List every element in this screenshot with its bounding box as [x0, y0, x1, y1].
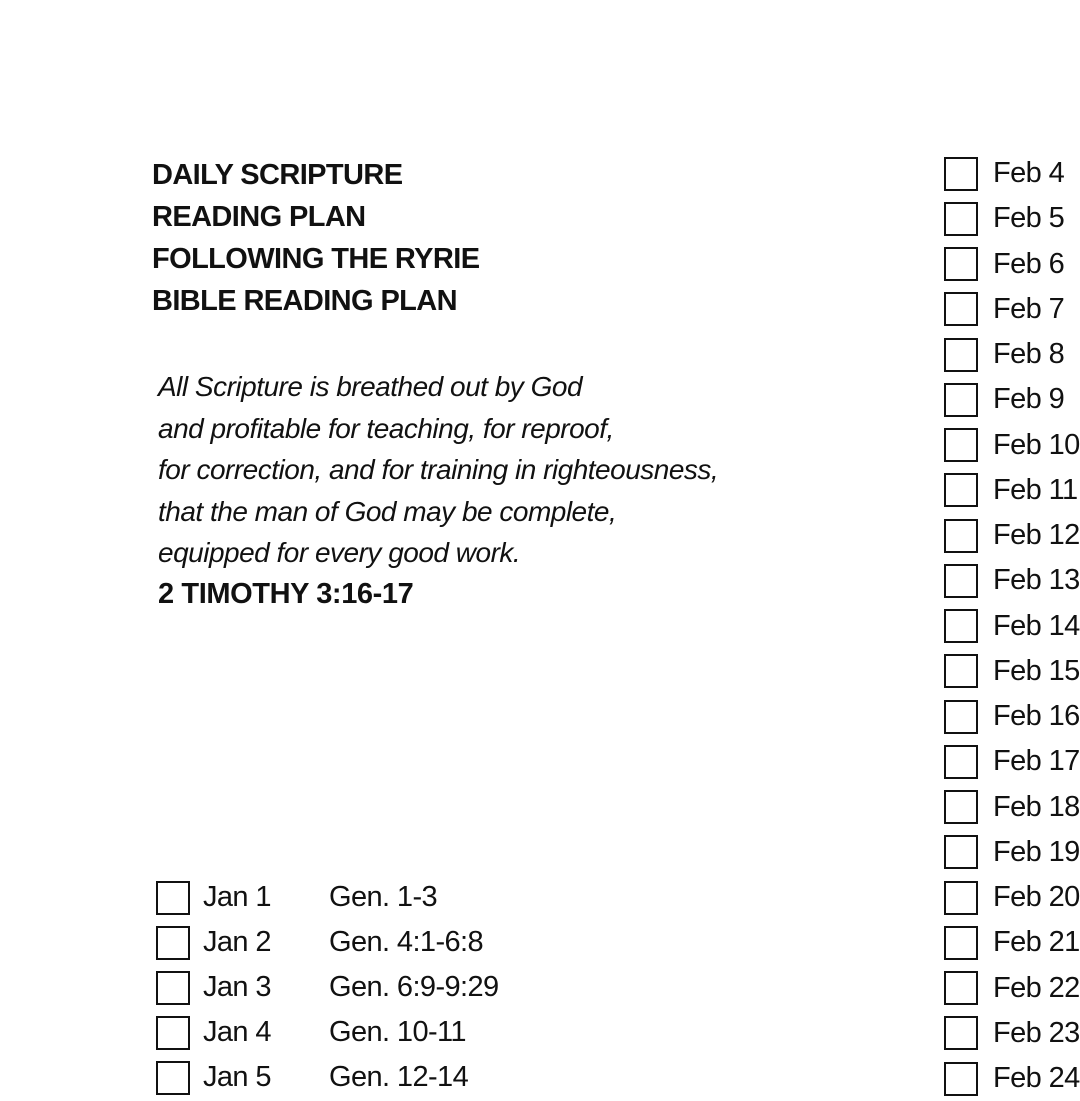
reading-row — [944, 1056, 1080, 1101]
reading-date: Feb 11 — [993, 473, 1078, 506]
checkbox[interactable] — [944, 338, 978, 372]
reading-date: Jan 5 — [203, 1061, 271, 1093]
quote-line: for correction, and for training in righteousness, — [158, 454, 719, 485]
reading-row — [156, 875, 656, 920]
checkbox[interactable] — [944, 881, 978, 915]
reading-date: Feb 18 — [993, 790, 1080, 823]
quote-line: All Scripture is breathed out by God — [158, 371, 583, 402]
reading-passage: Gen. 12-14 — [329, 1061, 469, 1093]
reading-date: Feb 7 — [993, 292, 1065, 325]
checkbox[interactable] — [156, 971, 190, 1005]
reading-row — [944, 830, 1080, 875]
reading-date: Feb 15 — [993, 654, 1080, 687]
reading-date: Feb 24 — [993, 1062, 1080, 1094]
reading-date: Feb 9 — [993, 383, 1065, 416]
reading-row — [156, 920, 656, 965]
reading-date: Feb 20 — [993, 881, 1080, 913]
reading-date: Feb 6 — [993, 247, 1065, 280]
checkbox[interactable] — [944, 654, 978, 688]
reading-row — [944, 739, 1080, 784]
reading-row — [944, 920, 1080, 965]
checkbox[interactable] — [944, 292, 978, 326]
title-line: BIBLE READING PLAN — [152, 285, 457, 317]
reading-row — [944, 785, 1080, 830]
reading-passage: Gen. 4:1-6:8 — [329, 926, 484, 958]
reading-row — [944, 966, 1080, 1011]
reading-row — [944, 649, 1080, 694]
checkbox[interactable] — [944, 745, 978, 779]
reading-passage: Gen. 10-11 — [329, 1016, 466, 1048]
reading-date: Jan 4 — [203, 1016, 271, 1048]
checkbox[interactable] — [156, 1016, 190, 1050]
reading-date: Jan 2 — [203, 926, 271, 958]
scripture-quote — [158, 366, 718, 615]
reading-date: Feb 16 — [993, 700, 1080, 732]
reading-date: Jan 1 — [203, 881, 271, 913]
title-line: READING PLAN — [152, 201, 366, 233]
reading-row — [944, 513, 1080, 558]
checkbox[interactable] — [156, 1061, 190, 1095]
page-title — [152, 154, 479, 322]
reading-date: Feb 5 — [993, 202, 1065, 235]
reading-row — [944, 875, 1080, 920]
reading-passage: Gen. 1-3 — [329, 881, 438, 913]
checkbox[interactable] — [944, 247, 978, 281]
checkbox[interactable] — [944, 519, 978, 553]
reading-row — [944, 423, 1080, 468]
reading-row — [944, 694, 1080, 739]
reading-row — [944, 1011, 1080, 1056]
reading-row — [944, 151, 1064, 196]
reading-row — [944, 242, 1064, 287]
reading-row — [944, 558, 1080, 603]
reading-row — [944, 377, 1064, 422]
checkbox[interactable] — [944, 157, 978, 191]
checkbox[interactable] — [944, 564, 978, 598]
reading-date: Feb 4 — [993, 157, 1065, 189]
reading-date: Feb 10 — [993, 428, 1080, 461]
reading-date: Feb 17 — [993, 745, 1080, 778]
checkbox[interactable] — [944, 202, 978, 236]
reading-row — [944, 604, 1080, 649]
quote-line: and profitable for teaching, for reproof, — [158, 412, 614, 444]
checkbox[interactable] — [944, 926, 978, 960]
reading-row — [156, 965, 656, 1010]
checkbox[interactable] — [944, 428, 978, 462]
checkbox[interactable] — [944, 790, 978, 824]
quote-line: that the man of God may be complete, — [158, 495, 617, 527]
checkbox[interactable] — [944, 1016, 978, 1050]
quote-line: equipped for every good work. — [158, 537, 521, 568]
checkbox[interactable] — [944, 609, 978, 643]
reading-date: Feb 8 — [993, 338, 1065, 370]
reading-row — [156, 1055, 656, 1100]
checkbox[interactable] — [944, 383, 978, 417]
title-line: DAILY SCRIPTURE — [152, 159, 403, 191]
reading-date: Jan 3 — [203, 971, 271, 1003]
reading-date: Feb 13 — [993, 564, 1080, 597]
checkbox[interactable] — [944, 473, 978, 507]
reading-row — [944, 332, 1064, 377]
reading-date: Feb 23 — [993, 1016, 1080, 1049]
checkbox[interactable] — [944, 1062, 978, 1096]
reading-row — [944, 196, 1064, 241]
reading-row — [944, 468, 1078, 513]
scripture-reference: 2 TIMOTHY 3:16-17 — [158, 577, 414, 610]
checkbox[interactable] — [156, 926, 190, 960]
checkbox[interactable] — [944, 700, 978, 734]
reading-date: Feb 22 — [993, 971, 1080, 1004]
reading-row — [944, 287, 1064, 332]
reading-row — [156, 1010, 656, 1055]
checkbox[interactable] — [944, 971, 978, 1005]
checkbox[interactable] — [156, 881, 190, 915]
checkbox[interactable] — [944, 835, 978, 869]
title-line: FOLLOWING THE RYRIE — [152, 243, 480, 275]
reading-date: Feb 21 — [993, 926, 1080, 959]
reading-passage: Gen. 6:9-9:29 — [329, 971, 499, 1003]
reading-date: Feb 12 — [993, 519, 1080, 551]
reading-date: Feb 19 — [993, 835, 1080, 868]
reading-date: Feb 14 — [993, 609, 1080, 642]
